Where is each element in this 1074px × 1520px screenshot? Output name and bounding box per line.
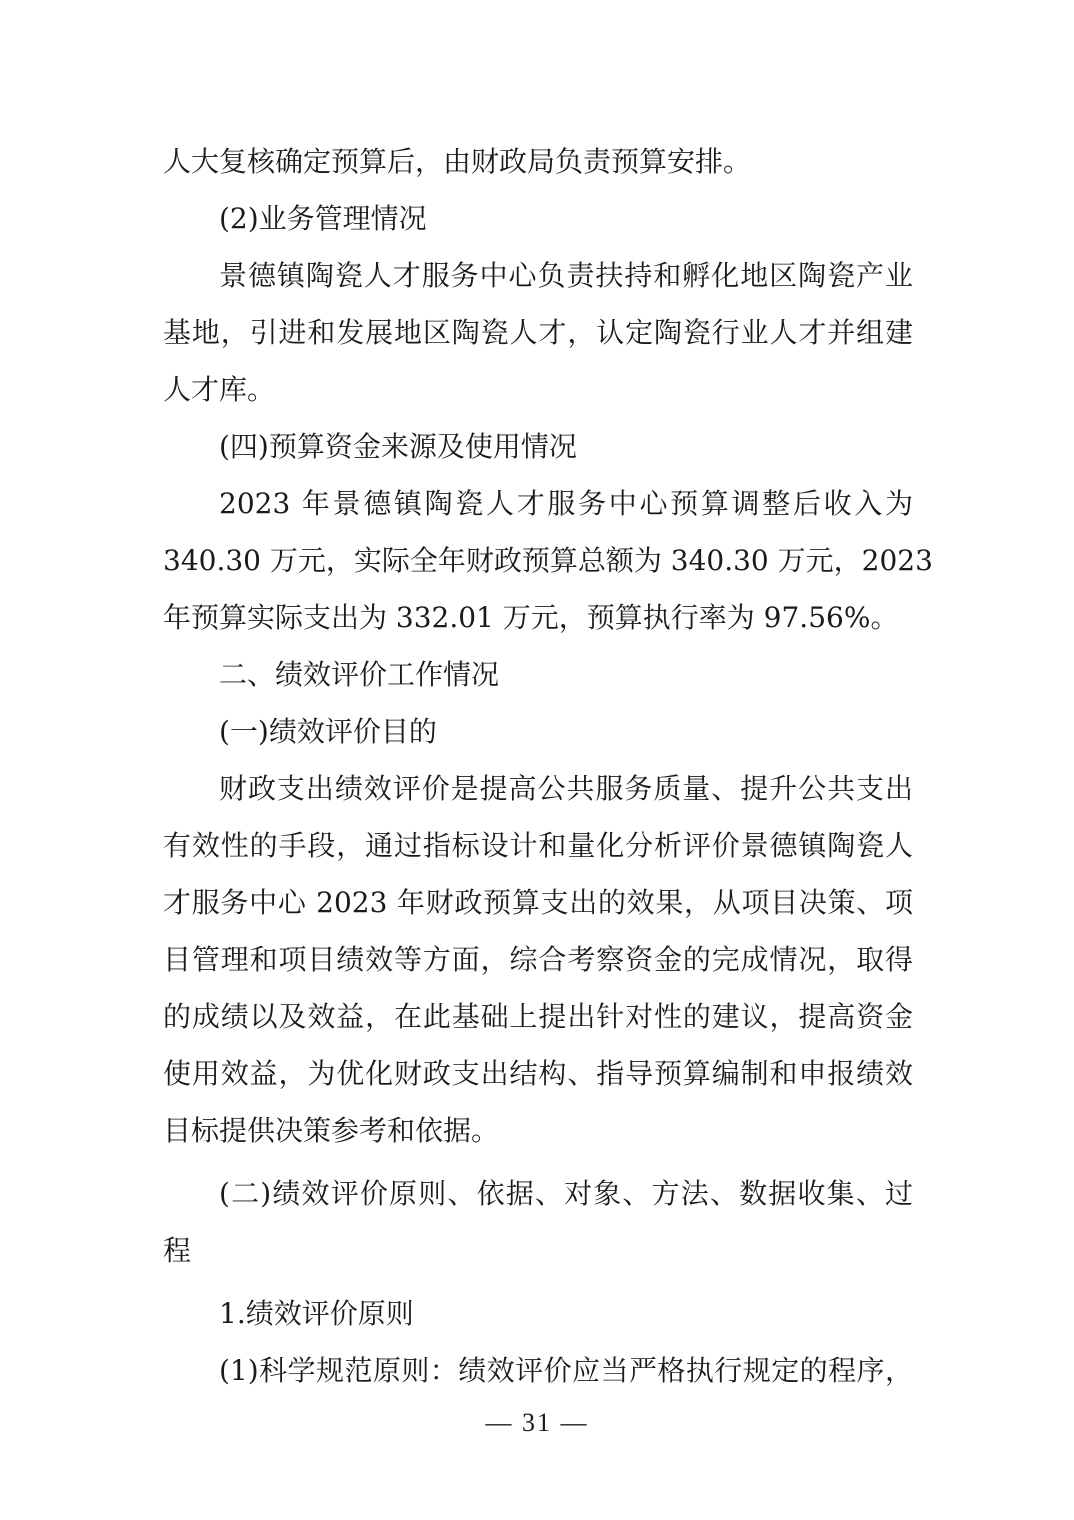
chapter-heading: 二、绩效评价工作情况 — [219, 658, 500, 691]
page-number: — 31 — — [485, 1408, 589, 1437]
document-body — [163, 133, 933, 1399]
paragraph-line: (1)科学规范原则：绩效评价应当严格执行规定的程序， — [219, 1354, 913, 1387]
section-heading: (一)绩效评价目的 — [219, 715, 437, 748]
section-heading: (二)绩效评价原则、依据、对象、方法、数据收集、过 — [219, 1177, 913, 1210]
paragraph-line: 目管理和项目绩效等方面，综合考察资金的完成情况，取得 — [163, 943, 913, 976]
paragraph-line: 财政支出绩效评价是提高公共服务质量、提升公共支出 — [219, 772, 913, 805]
paragraph-line: 才服务中心 2023 年财政预算支出的效果，从项目决策、项 — [163, 886, 913, 919]
paragraph-line: 年预算实际支出为 332.01 万元，预算执行率为 97.56%。 — [163, 601, 899, 634]
paragraph-line: 人才库。 — [163, 373, 276, 406]
paragraph-line: 使用效益，为优化财政支出结构、指导预算编制和申报绩效 — [163, 1057, 913, 1090]
subsection-heading: (2)业务管理情况 — [219, 202, 427, 235]
paragraph-line: 基地，引进和发展地区陶瓷人才，认定陶瓷行业人才并组建 — [163, 316, 913, 349]
paragraph-line: 目标提供决策参考和依据。 — [163, 1114, 500, 1147]
paragraph-line: 340.30 万元，实际全年财政预算总额为 340.30 万元，2023 — [163, 544, 933, 577]
paragraph-line: 的成绩以及效益，在此基础上提出针对性的建议，提高资金 — [163, 1000, 913, 1033]
section-heading-continuation: 程 — [163, 1234, 192, 1267]
paragraph-line: 景德镇陶瓷人才服务中心负责扶持和孵化地区陶瓷产业 — [219, 259, 913, 292]
section-heading: (四)预算资金来源及使用情况 — [219, 430, 577, 463]
paragraph-line: 2023 年景德镇陶瓷人才服务中心预算调整后收入为 — [219, 487, 913, 520]
subsection-heading: 1.绩效评价原则 — [219, 1297, 414, 1330]
paragraph-line: 有效性的手段，通过指标设计和量化分析评价景德镇陶瓷人 — [163, 829, 913, 862]
paragraph-line: 人大复核确定预算后，由财政局负责预算安排。 — [163, 145, 752, 178]
